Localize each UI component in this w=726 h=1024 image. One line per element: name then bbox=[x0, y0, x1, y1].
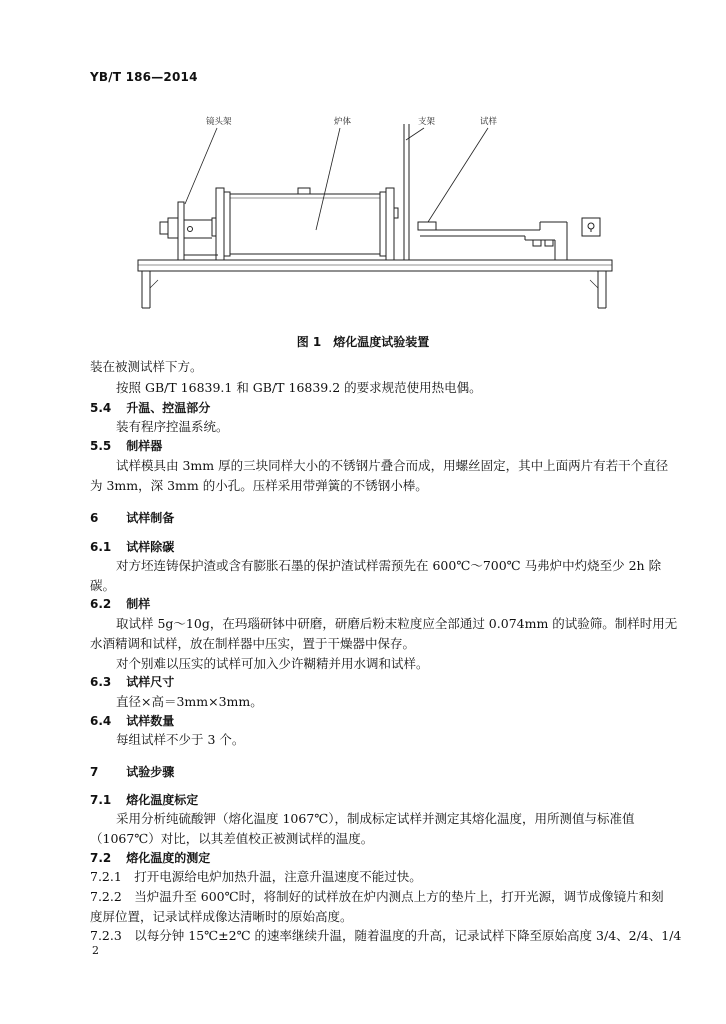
section-number: 7 bbox=[90, 765, 99, 779]
paragraph-line: 取试样 5g～10g，在玛瑙研钵中研磨，研磨后粉末粒度应全部通过 0.074mm 的试验筛。制样时用无 bbox=[116, 616, 678, 631]
apparatus-figure bbox=[130, 110, 620, 325]
lens-holder bbox=[160, 202, 218, 260]
section-title: 熔化温度标定 bbox=[126, 793, 199, 807]
furnace-body bbox=[230, 188, 380, 254]
paragraph-line: 7.2.2 当炉温升至 600℃时，将制好的试样放在炉内测点上方的垫片上，打开光源，调节成像镜片和刻 bbox=[90, 889, 664, 904]
section-number: 6 bbox=[90, 511, 99, 525]
standard-code-header: YB/T 186—2014 bbox=[90, 70, 198, 84]
paragraph-line: 度屏位置，记录试样成像达清晰时的原始高度。 bbox=[90, 909, 353, 924]
label-sample: 试样 bbox=[480, 117, 498, 127]
section-title: 制样器 bbox=[126, 439, 163, 453]
paragraph-line: 为 3mm，深 3mm 的小孔。压样采用带弹簧的不锈钢小棒。 bbox=[90, 478, 428, 493]
section-number: 7.2 bbox=[90, 851, 112, 865]
furnace-flanges bbox=[212, 188, 398, 260]
section-heading bbox=[90, 762, 174, 782]
section-heading bbox=[90, 711, 174, 731]
support-post bbox=[404, 124, 409, 260]
label-support: 支架 bbox=[418, 117, 436, 127]
section-title: 试样除碳 bbox=[126, 540, 175, 554]
paragraph-line: 试样模具由 3mm 厚的三块同样大小的不锈钢片叠合而成，用螺丝固定，其中上面两片有若干个直径 bbox=[116, 458, 669, 473]
section-heading bbox=[90, 848, 210, 868]
section-title: 试验步骤 bbox=[126, 765, 175, 779]
section-number: 6.3 bbox=[90, 675, 112, 689]
section-heading bbox=[90, 537, 174, 557]
paragraph-line: 采用分析纯硫酸钾（熔化温度 1067℃），制成标定试样并测定其熔化温度，用所测值与标准值 bbox=[116, 811, 635, 826]
label-lens-holder: 镜头架 bbox=[206, 117, 232, 127]
paragraph-line: 碳。 bbox=[90, 578, 116, 593]
paragraph-line: 直径×高＝3mm×3mm。 bbox=[116, 694, 263, 709]
paragraph-line: 装在被测试样下方。 bbox=[90, 359, 203, 374]
section-title: 试样制备 bbox=[126, 511, 175, 525]
section-number: 6.2 bbox=[90, 597, 112, 611]
paragraph-line: 水酒精调和试样，放在制样器中压实，置于干燥器中保存。 bbox=[90, 636, 416, 651]
base-bench bbox=[138, 260, 612, 271]
paragraph-line: （1067℃）对比，以其差值校正被测试样的温度。 bbox=[90, 831, 374, 846]
section-heading bbox=[90, 398, 210, 418]
paragraph-line: 对个别难以压实的试样可加入少许糊精并用水调和试样。 bbox=[116, 656, 429, 671]
section-title: 试样数量 bbox=[126, 714, 175, 728]
section-number: 6.4 bbox=[90, 714, 112, 728]
figure-caption: 图 1 熔化温度试验装置 bbox=[296, 335, 430, 349]
page-number: 2 bbox=[92, 944, 99, 957]
section-heading bbox=[90, 436, 162, 456]
section-number: 6.1 bbox=[90, 540, 112, 554]
control-box bbox=[582, 218, 600, 236]
paragraph-line: 对方坯连铸保护渣或含有膨胀石墨的保护渣试样需预先在 600℃～700℃ 马弗炉中灼烧至少 2h 除 bbox=[116, 558, 662, 573]
section-heading bbox=[90, 508, 174, 528]
section-number: 5.4 bbox=[90, 401, 112, 415]
section-title: 试样尺寸 bbox=[126, 675, 175, 689]
section-heading bbox=[90, 594, 150, 614]
section-heading bbox=[90, 790, 198, 810]
paragraph-line: 装有程序控温系统。 bbox=[116, 419, 229, 434]
section-title: 升温、控温部分 bbox=[126, 401, 211, 415]
label-furnace: 炉体 bbox=[334, 117, 352, 127]
paragraph-line: 按照 GB/T 16839.1 和 GB/T 16839.2 的要求规范使用热电偶。 bbox=[116, 380, 482, 395]
paragraph-line: 每组试样不少于 3 个。 bbox=[116, 732, 245, 747]
section-number: 7.1 bbox=[90, 793, 112, 807]
paragraph-line: 7.2.3 以每分钟 15℃±2℃ 的速率继续升温，随着温度的升高，记录试样下降至原始高度 3/4、2/4、1/4 bbox=[90, 928, 682, 943]
sample-rod bbox=[418, 222, 567, 260]
section-heading bbox=[90, 672, 174, 692]
section-number: 5.5 bbox=[90, 439, 112, 453]
section-title: 制样 bbox=[126, 597, 151, 611]
section-title: 熔化温度的测定 bbox=[126, 851, 211, 865]
paragraph-line: 7.2.1 打开电源给电炉加热升温，注意升温速度不能过快。 bbox=[90, 869, 422, 884]
